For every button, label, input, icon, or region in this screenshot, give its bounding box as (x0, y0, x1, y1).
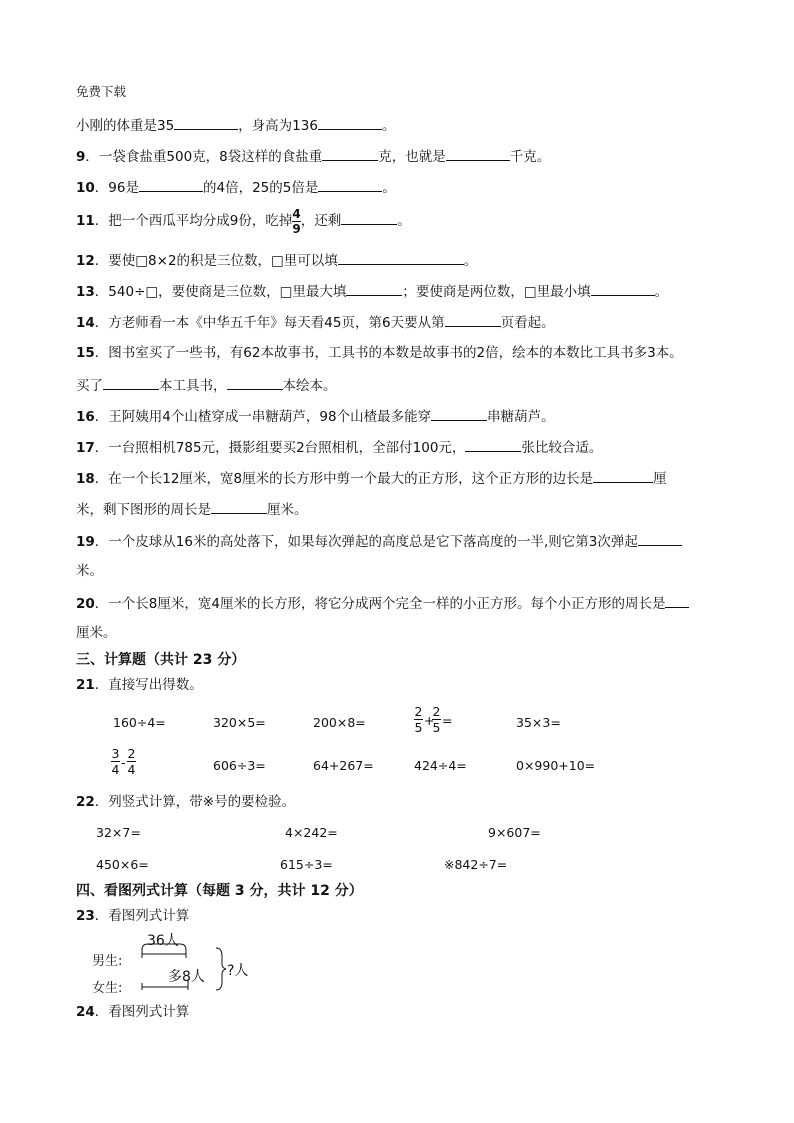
question-15-line2 (76, 375, 337, 395)
text: 张比较合适。 (521, 440, 603, 456)
question-number: 14 (76, 315, 95, 331)
calc-item: 615÷3= (280, 857, 333, 872)
text: 。 (654, 284, 669, 300)
question-number: 15 (76, 345, 95, 361)
text: 本工具书， (159, 378, 227, 394)
calc-item: 606÷3= (213, 758, 266, 773)
text: ．王阿姨用4个山楂穿成一串糖葫芦，98个山楂最多能穿 (94, 409, 432, 425)
text: ．直接写出得数。 (94, 677, 203, 693)
question-number: 13 (76, 284, 95, 300)
diagram-girls-label: 女生: (92, 981, 123, 996)
question-19-line2 (76, 562, 103, 580)
answer-blank[interactable] (338, 250, 464, 265)
question-number: 19 (76, 534, 95, 550)
calc-item: 160÷4= (113, 715, 166, 730)
question-24 (76, 1003, 189, 1021)
numerator: 2 (127, 746, 136, 761)
diagram-boys-label: 男生: (92, 954, 123, 969)
answer-blank[interactable] (445, 312, 501, 327)
text: ，还剩 (300, 213, 342, 229)
question-23 (76, 907, 189, 925)
answer-blank[interactable] (446, 146, 510, 161)
text: 。 (397, 213, 411, 229)
question-number: 20 (76, 596, 95, 612)
section-title-calculation: 三、计算题（共计 23 分） (76, 652, 246, 668)
text: 页看起。 (500, 315, 555, 331)
text: 小刚的体重是35 (76, 118, 175, 134)
answer-blank[interactable] (211, 499, 267, 514)
text: ；要使商是两位数，□里最小填 (402, 284, 591, 300)
question-number: 16 (76, 409, 95, 425)
text: 厘米。 (267, 502, 308, 518)
answer-blank[interactable] (341, 210, 397, 225)
answer-blank[interactable] (227, 375, 283, 390)
question-19 (76, 531, 682, 551)
denominator: 9 (292, 221, 301, 236)
fraction (414, 705, 423, 734)
numerator: 3 (111, 746, 120, 761)
denominator: 4 (111, 762, 120, 777)
equals-sign: = (442, 713, 453, 728)
text: 。 (382, 180, 396, 196)
text: 本绘本。 (282, 378, 337, 394)
text: 厘米。 (76, 625, 117, 641)
answer-blank[interactable] (638, 531, 682, 546)
top-brace (142, 944, 186, 950)
calc-item-fraction-sum (414, 705, 474, 739)
numerator: 2 (432, 704, 441, 719)
text: 千克。 (509, 149, 551, 165)
calc-item: 4×242= (285, 825, 338, 840)
denominator: 5 (432, 720, 441, 735)
calc-item: 424÷4= (414, 758, 467, 773)
question-9 (76, 146, 550, 166)
question-number: 10 (76, 180, 95, 196)
operator: - (121, 755, 126, 770)
question-11 (76, 206, 411, 236)
question-number: 18 (76, 471, 95, 487)
text: 的4倍，25的5倍是 (202, 180, 319, 196)
question-number: 23 (76, 908, 95, 924)
question-16 (76, 406, 555, 426)
text: ．图书室买了一些书，有62本故事书，工具书的本数是故事书的2倍，绘本的本数比工具书多3本。 (94, 345, 683, 361)
page-header: 免费下载 (76, 84, 127, 99)
answer-blank[interactable] (431, 406, 487, 421)
question-13 (76, 281, 668, 301)
question-20 (76, 593, 689, 613)
text: ．一袋食盐重500克，8袋这样的食盐重 (85, 149, 323, 165)
calc-item: 450×6= (96, 857, 149, 872)
text: 串糖葫芦。 (487, 409, 555, 425)
text: 厘 (653, 471, 667, 487)
text: ．列竖式计算，带※号的要检验。 (94, 794, 296, 810)
fraction (292, 208, 300, 235)
fraction (111, 747, 120, 776)
calc-item: 32×7= (96, 825, 141, 840)
diagram-top-label: 36人 (147, 933, 179, 949)
text: ．96是 (94, 180, 139, 196)
answer-blank[interactable] (139, 177, 203, 192)
answer-blank[interactable] (591, 281, 655, 296)
question-number: 22 (76, 794, 95, 810)
text: ．要使□8×2的积是三位数，□里可以填 (94, 253, 338, 269)
answer-blank[interactable] (665, 593, 689, 608)
answer-blank[interactable] (174, 115, 238, 130)
operator: + (424, 713, 435, 728)
question-number: 11 (76, 213, 95, 229)
question-weight (76, 115, 395, 135)
question-15 (76, 344, 683, 362)
calc-item: ※842÷7= (444, 857, 508, 872)
denominator: 5 (414, 720, 423, 735)
diagram-more-label: 多8人 (168, 969, 205, 985)
total-brace (216, 948, 226, 990)
calc-item-fraction-diff (111, 747, 151, 781)
calc-item: 200×8= (313, 715, 366, 730)
answer-blank[interactable] (318, 115, 382, 130)
question-18-line2 (76, 499, 308, 519)
denominator: 4 (127, 762, 136, 777)
numerator: 4 (292, 206, 301, 221)
question-number: 21 (76, 677, 95, 693)
answer-blank[interactable] (465, 437, 521, 452)
answer-blank[interactable] (322, 146, 378, 161)
section-title-picture-calc: 四、看图列式计算（每题 3 分，共计 12 分） (76, 883, 363, 899)
diagram-total-label: ?人 (227, 963, 249, 979)
calc-item: 64+267= (313, 758, 374, 773)
answer-blank[interactable] (593, 468, 653, 483)
fraction (127, 747, 136, 776)
text: ．一台照相机785元，摄影组要买2台照相机，全部付100元， (94, 440, 466, 456)
question-12 (76, 250, 477, 270)
question-14 (76, 312, 555, 332)
text: 米。 (76, 563, 103, 579)
diagram-lines (92, 930, 262, 1000)
question-number: 12 (76, 253, 95, 269)
question-22 (76, 793, 295, 811)
question-18 (76, 468, 667, 488)
question-number: 24 (76, 1004, 95, 1020)
text: 米，剩下图形的周长是 (76, 502, 211, 518)
answer-blank[interactable] (103, 375, 159, 390)
answer-blank[interactable] (346, 281, 402, 296)
question-number: 17 (76, 440, 95, 456)
question-20-line2 (76, 624, 117, 642)
numerator: 2 (414, 704, 423, 719)
text: 。 (381, 118, 396, 134)
text: ．看图列式计算 (94, 908, 190, 924)
question-10 (76, 177, 396, 197)
text: ．540÷□，要使商是三位数，□里最大填 (94, 284, 347, 300)
question-number: 9 (76, 149, 86, 165)
text: 。 (463, 253, 478, 269)
answer-blank[interactable] (318, 177, 382, 192)
text: ．一个长8厘米，宽4厘米的长方形，将它分成两个完全一样的小正方形。每个小正方形的周长是 (94, 596, 666, 612)
text: ．方老师看一本《中华五千年》每天看45页，第6天要从第 (94, 315, 445, 331)
calc-item: 0×990+10= (516, 758, 596, 773)
diagram-boys-girls (92, 930, 262, 1000)
calc-item: 9×607= (488, 825, 541, 840)
text: ．看图列式计算 (94, 1004, 190, 1020)
text: 买了 (76, 378, 103, 394)
text: ．把一个西瓜平均分成9份，吃掉 (94, 213, 293, 229)
text: ．一个皮球从16米的高处落下，如果每次弹起的高度总是它下落高度的一半,则它第3次弹起 (94, 534, 638, 550)
question-21 (76, 676, 203, 694)
text: ，身高为136 (238, 118, 318, 134)
question-17 (76, 437, 602, 457)
calc-item: 35×3= (516, 715, 561, 730)
fraction (432, 705, 441, 734)
text: ．在一个长12厘米，宽8厘米的长方形中剪一个最大的正方形，这个正方形的边长是 (94, 471, 594, 487)
calc-item: 320×5= (213, 715, 266, 730)
text: 克，也就是 (378, 149, 446, 165)
